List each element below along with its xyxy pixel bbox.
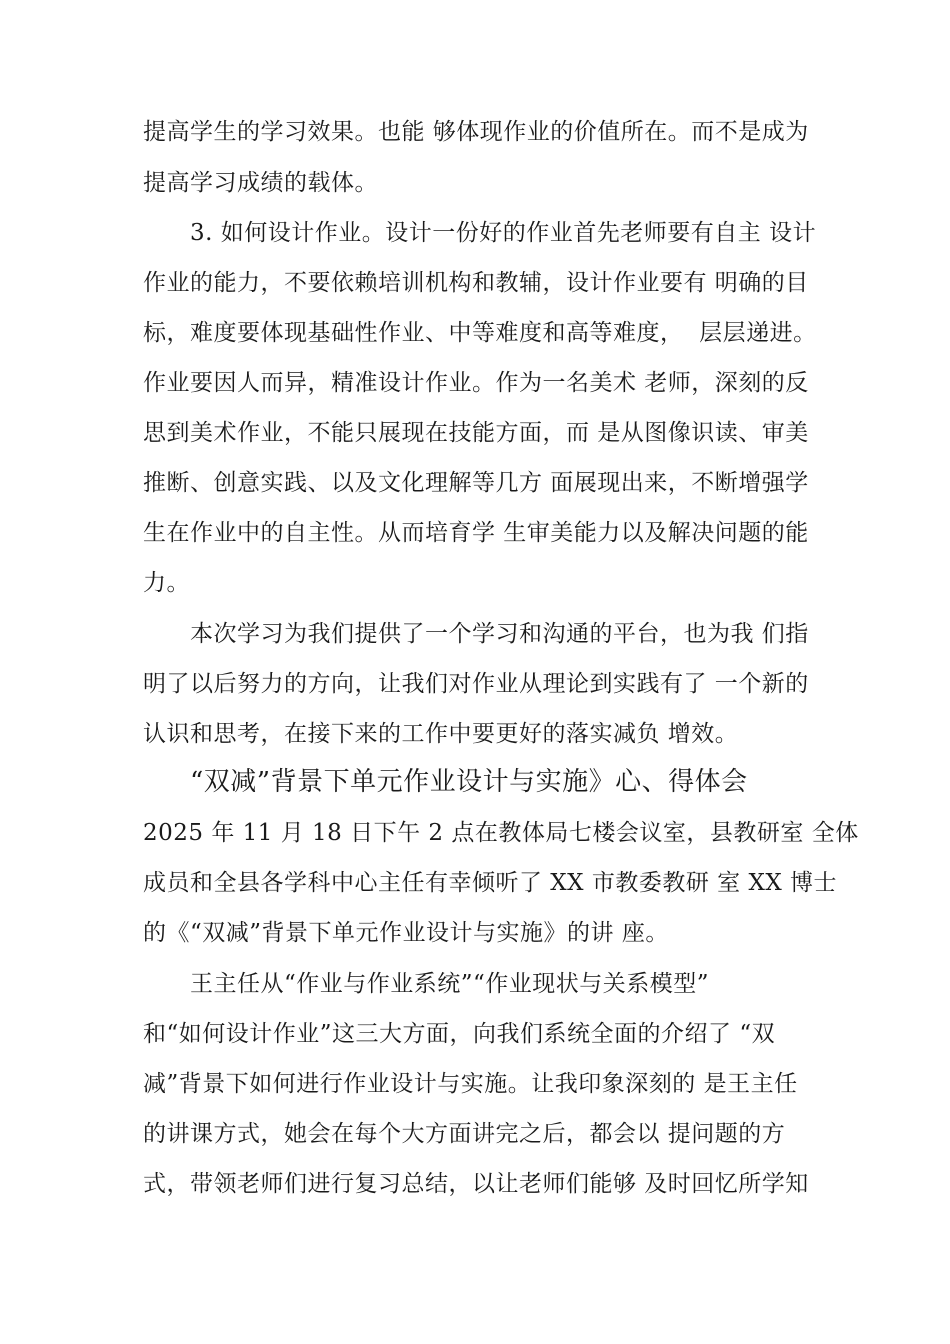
paragraph-line: 式，带领老师们进行复习总结，以让老师们能够 及时回忆所学知 <box>143 1171 809 1197</box>
paragraph-line: 提高学习成绩的载体。 <box>143 170 378 196</box>
paragraph-line: 减”背景下如何进行作业设计与实施。让我印象深刻的 是王主任 <box>143 1071 798 1097</box>
paragraph-line: 思到美术作业，不能只展现在技能方面，而 是从图像识读、审美 <box>143 420 809 446</box>
paragraph-line: 本次学习为我们提供了一个学习和沟通的平台，也为我 们指 <box>190 621 809 647</box>
paragraph-line: 的《“双减”背景下单元作业设计与实施》的讲 座。 <box>143 920 669 946</box>
paragraph-line: 生在作业中的自主性。从而培育学 生审美能力以及解决问题的能 <box>143 520 809 546</box>
paragraph-line: 力。 <box>143 570 190 596</box>
paragraph-line: 作业要因人而异，精准设计作业。作为一名美术 老师，深刻的反 <box>143 370 809 396</box>
paragraph-line: 作业的能力，不要依赖培训机构和教辅，设计作业要有 明确的目 <box>143 270 809 296</box>
paragraph-line: 认识和思考，在接下来的工作中要更好的落实减负 增效。 <box>143 721 739 747</box>
paragraph-line: 3. 如何设计作业。设计一份好的作业首先老师要有自主 设计 <box>190 220 817 246</box>
paragraph-line: 2025 年 11 月 18 日下午 2 点在教体局七楼会议室，县教研室 全体 <box>143 820 859 846</box>
article-title: “双减”背景下单元作业设计与实施》心、得体会 <box>190 767 748 797</box>
paragraph-line: 明了以后努力的方向，让我们对作业从理论到实践有了 一个新的 <box>143 671 809 697</box>
paragraph-line: 和“如何设计作业”这三大方面，向我们系统全面的介绍了 “双 <box>143 1021 776 1047</box>
paragraph-line: 成员和全县各学科中心主任有幸倾听了 XX 市教委教研 室 XX 博士 <box>143 870 838 896</box>
paragraph-line: 提高学生的学习效果。也能 够体现作业的价值所在。而不是成为 <box>143 119 809 145</box>
paragraph-line: 王主任从“作业与作业系统”“作业现状与关系模型” <box>190 971 710 997</box>
paragraph-line: 推断、创意实践、以及文化理解等几方 面展现出来，不断增强学 <box>143 470 809 496</box>
paragraph-line: 标，难度要体现基础性作业、中等难度和高等难度， 层层递进。 <box>143 320 817 346</box>
paragraph-line: 的讲课方式，她会在每个大方面讲完之后，都会以 提问题的方 <box>143 1121 786 1147</box>
